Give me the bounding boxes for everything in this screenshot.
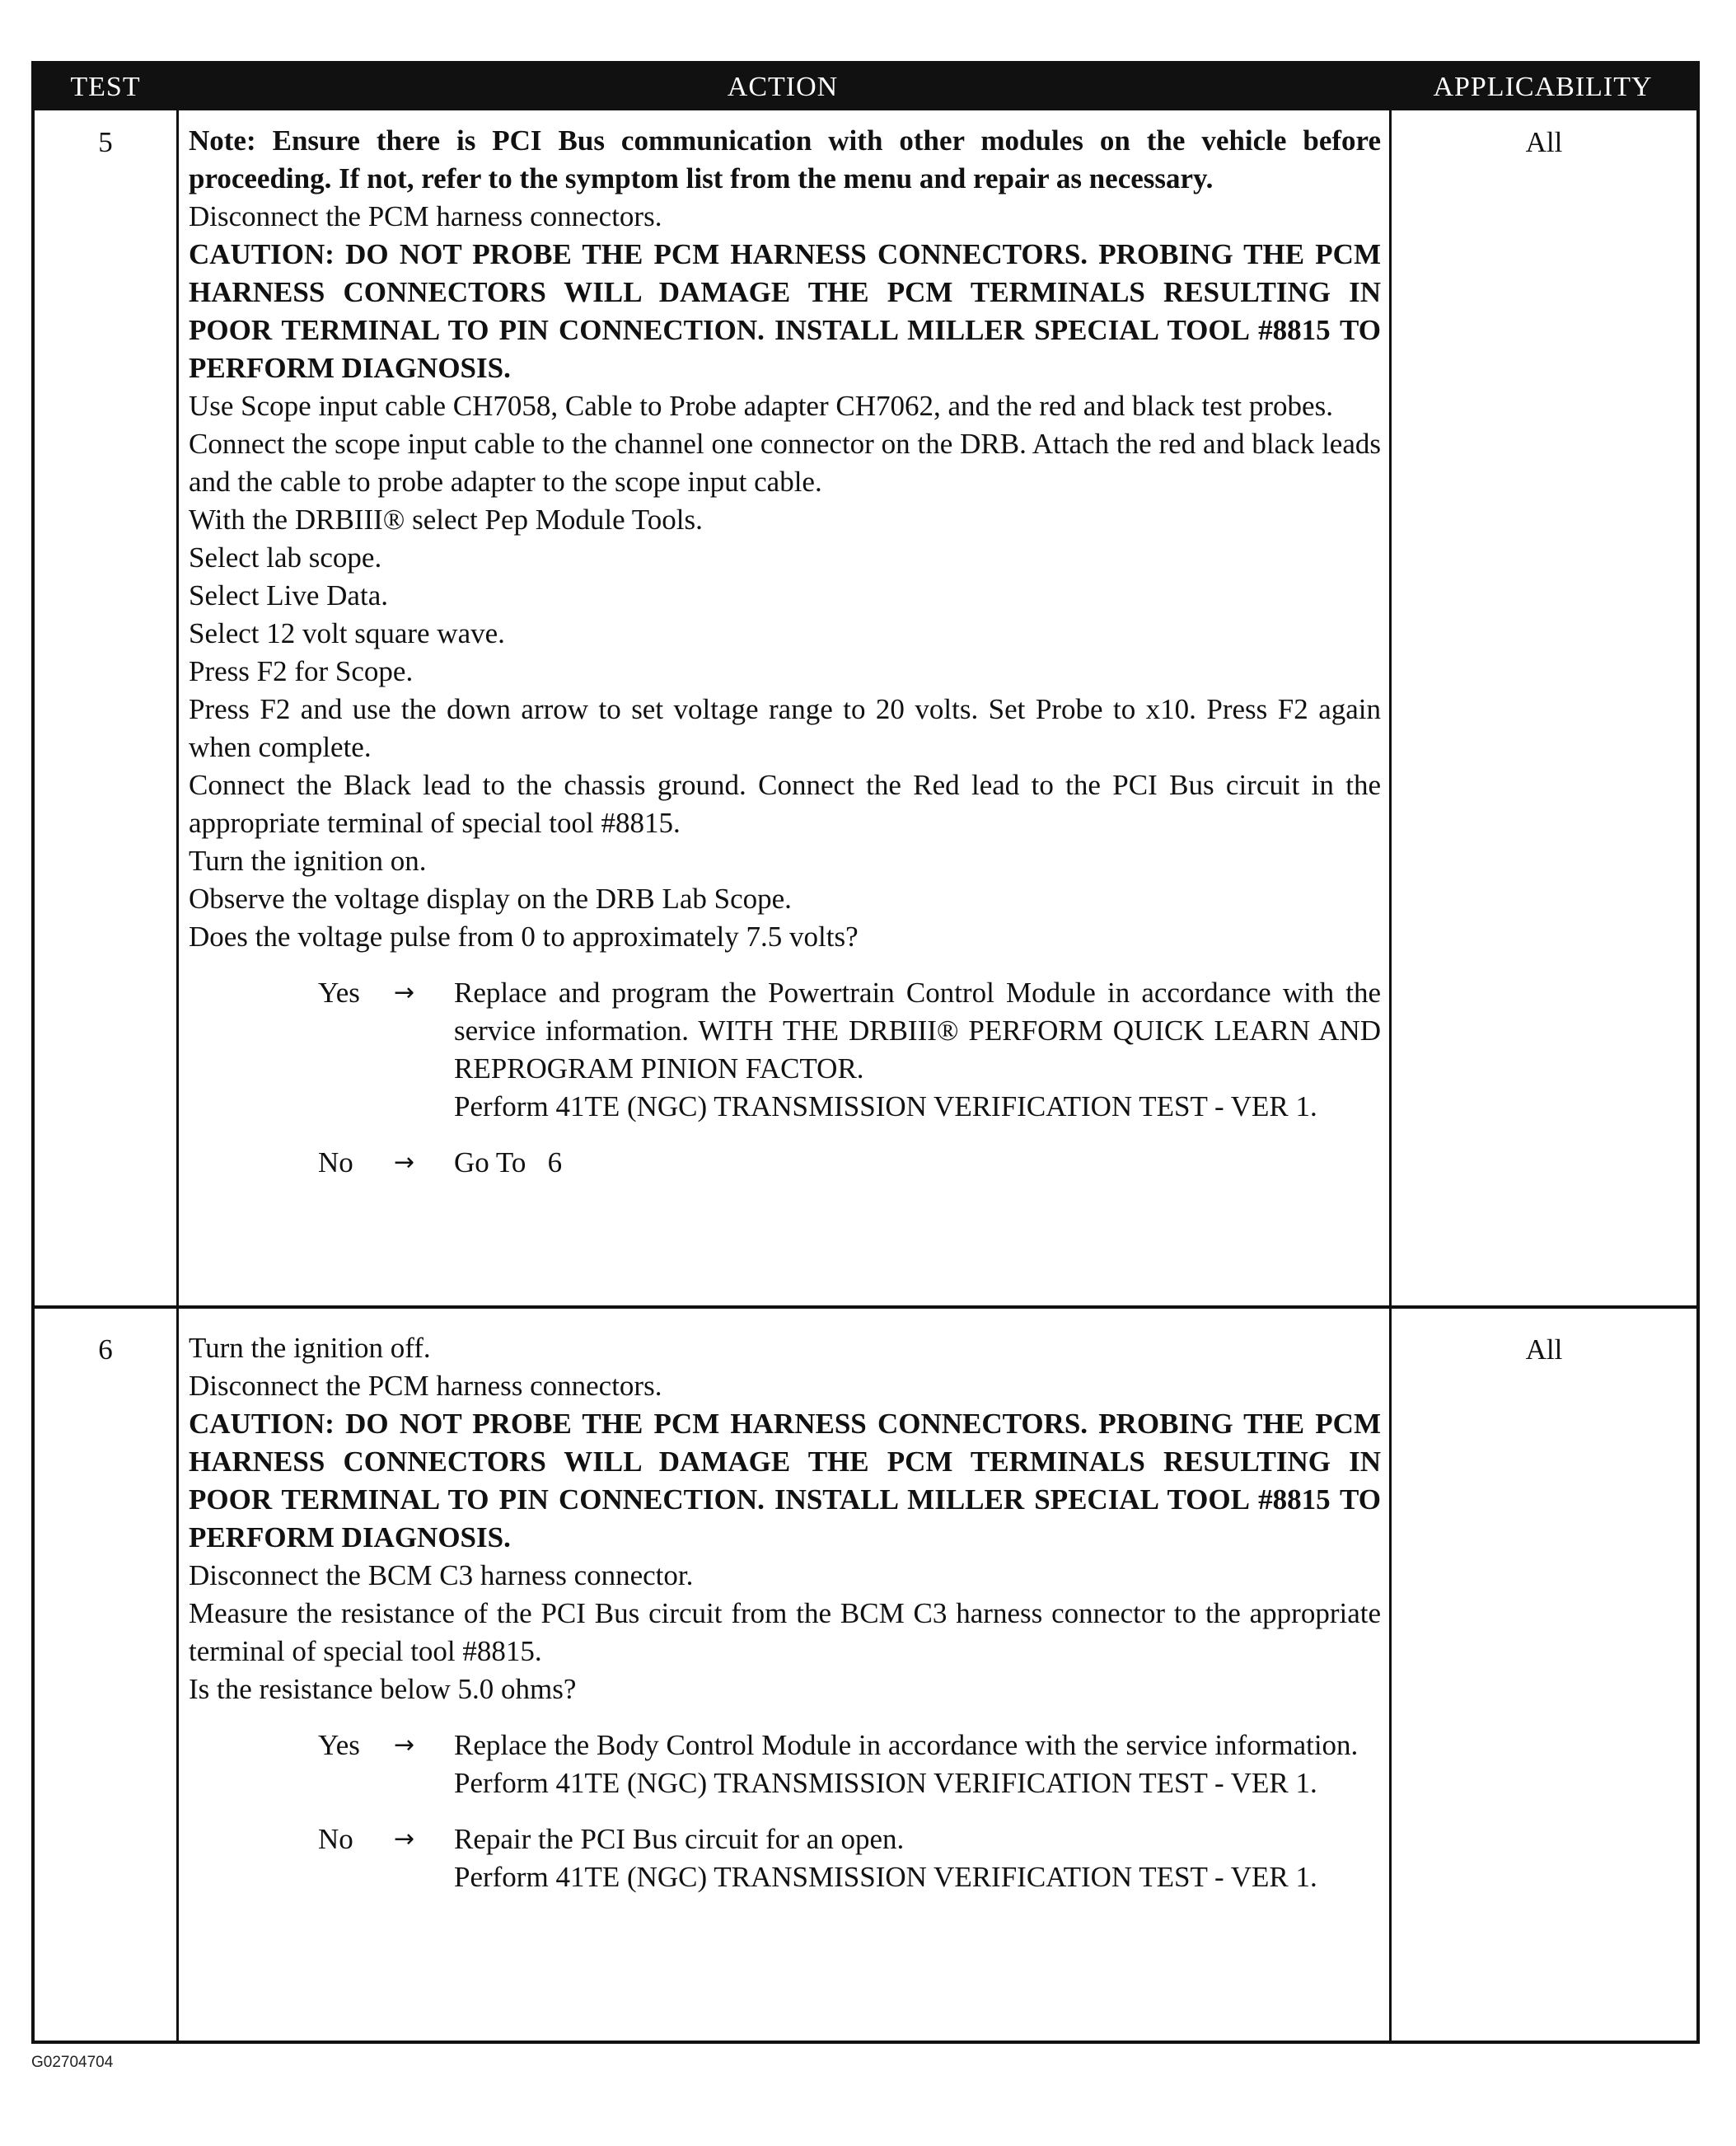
arrow-icon: → xyxy=(394,1825,415,1853)
step-text: Observe the voltage display on the DRB Lab Scope. xyxy=(189,883,792,915)
answer-yes xyxy=(318,1727,1381,1802)
answer-text: Repair the PCI Bus circuit for an open. xyxy=(454,1823,905,1855)
step-text: Turn the ignition on. xyxy=(189,845,427,877)
caution-text: CAUTION: DO NOT PROBE THE PCM HARNESS CONNECTORS. PROBING THE PCM HARNESS CONNECTORS WILL DAMAGE THE PCM TERMINALS RESULTING IN POOR TERMINAL TO PIN CONNECTION. INSTALL MILLER SPECIAL TOOL #8815 TO PERFORM DIAGNOSIS. xyxy=(189,1408,1381,1553)
answer-text: Replace the Body Control Module in accordance with the service information. xyxy=(454,1729,1359,1761)
step-text: Disconnect the PCM harness connectors. xyxy=(189,200,662,232)
header-test: TEST xyxy=(70,72,141,102)
answer-yes xyxy=(318,974,1381,1126)
step-text: Select Live Data. xyxy=(189,579,388,611)
step-text: Select 12 volt square wave. xyxy=(189,617,505,649)
answer-text: Replace and program the Powertrain Control Module in accordance with the service information. WITH THE DRBIII® PERFORM QUICK LEARN AND REPROGRAM PINION FACTOR. xyxy=(454,977,1381,1085)
yes-label: Yes xyxy=(318,977,360,1009)
answer-text: Perform 41TE (NGC) TRANSMISSION VERIFICATION TEST - VER 1. xyxy=(454,1090,1317,1122)
step-text: Use Scope input cable CH7058, Cable to Probe adapter CH7062, and the red and black test probes. xyxy=(189,390,1333,422)
answer-no xyxy=(318,1820,1381,1896)
table-header xyxy=(35,64,1696,110)
test-number: 6 xyxy=(98,1333,113,1366)
step-text: Press F2 and use the down arrow to set voltage range to 20 volts. Set Probe to x10. Press F2 again when complete. xyxy=(189,693,1381,763)
note-text: Note: Ensure there is PCI Bus communication with other modules on the vehicle before proceeding. If not, refer to the symptom list from the menu and repair as necessary. xyxy=(189,124,1381,194)
column-divider xyxy=(176,110,179,2041)
figure-id: G02704704 xyxy=(31,2054,114,2071)
answer-text: Go To 6 xyxy=(454,1146,563,1178)
answer-text: Perform 41TE (NGC) TRANSMISSION VERIFICATION TEST - VER 1. xyxy=(454,1861,1317,1893)
yes-label: Yes xyxy=(318,1729,360,1761)
question-text: Does the voltage pulse from 0 to approximately 7.5 volts? xyxy=(189,921,859,953)
question-text: Is the resistance below 5.0 ohms? xyxy=(189,1673,577,1705)
column-divider xyxy=(1389,110,1392,2041)
diagnostic-test-table xyxy=(31,61,1700,2044)
step-text: Disconnect the PCM harness connectors. xyxy=(189,1370,662,1402)
arrow-icon: → xyxy=(394,978,415,1007)
applicability-value: All xyxy=(1525,126,1563,158)
step-text: Disconnect the BCM C3 harness connector. xyxy=(189,1559,694,1591)
no-label: No xyxy=(318,1146,353,1178)
arrow-icon: → xyxy=(394,1148,415,1177)
row-divider xyxy=(35,1305,1696,1309)
test-number: 5 xyxy=(98,126,113,158)
header-action: ACTION xyxy=(727,72,839,102)
step-text: With the DRBIII® select Pep Module Tools. xyxy=(189,504,703,536)
step-text: Turn the ignition off. xyxy=(189,1332,431,1364)
header-applicability: APPLICABILITY xyxy=(1433,72,1653,102)
no-label: No xyxy=(318,1823,353,1855)
answer-no xyxy=(318,1144,1381,1182)
action-cell-test-5 xyxy=(189,122,1381,1182)
answer-text: Perform 41TE (NGC) TRANSMISSION VERIFICATION TEST - VER 1. xyxy=(454,1767,1317,1799)
step-text: Connect the scope input cable to the channel one connector on the DRB. Attach the red and black leads and the cable to probe adapter to the scope input cable. xyxy=(189,428,1381,498)
arrow-icon: → xyxy=(394,1731,415,1759)
step-text: Select lab scope. xyxy=(189,541,382,574)
step-text: Connect the Black lead to the chassis ground. Connect the Red lead to the PCI Bus circuit in the appropriate terminal of special tool #8815. xyxy=(189,769,1381,839)
action-cell-test-6 xyxy=(189,1329,1381,1896)
step-text: Press F2 for Scope. xyxy=(189,655,414,687)
caution-text: CAUTION: DO NOT PROBE THE PCM HARNESS CONNECTORS. PROBING THE PCM HARNESS CONNECTORS WILL DAMAGE THE PCM TERMINALS RESULTING IN POOR TERMINAL TO PIN CONNECTION. INSTALL MILLER SPECIAL TOOL #8815 TO PERFORM DIAGNOSIS. xyxy=(189,238,1381,384)
step-text: Measure the resistance of the PCI Bus circuit from the BCM C3 harness connector to the appropriate terminal of special tool #8815. xyxy=(189,1597,1381,1667)
applicability-value: All xyxy=(1525,1333,1563,1366)
